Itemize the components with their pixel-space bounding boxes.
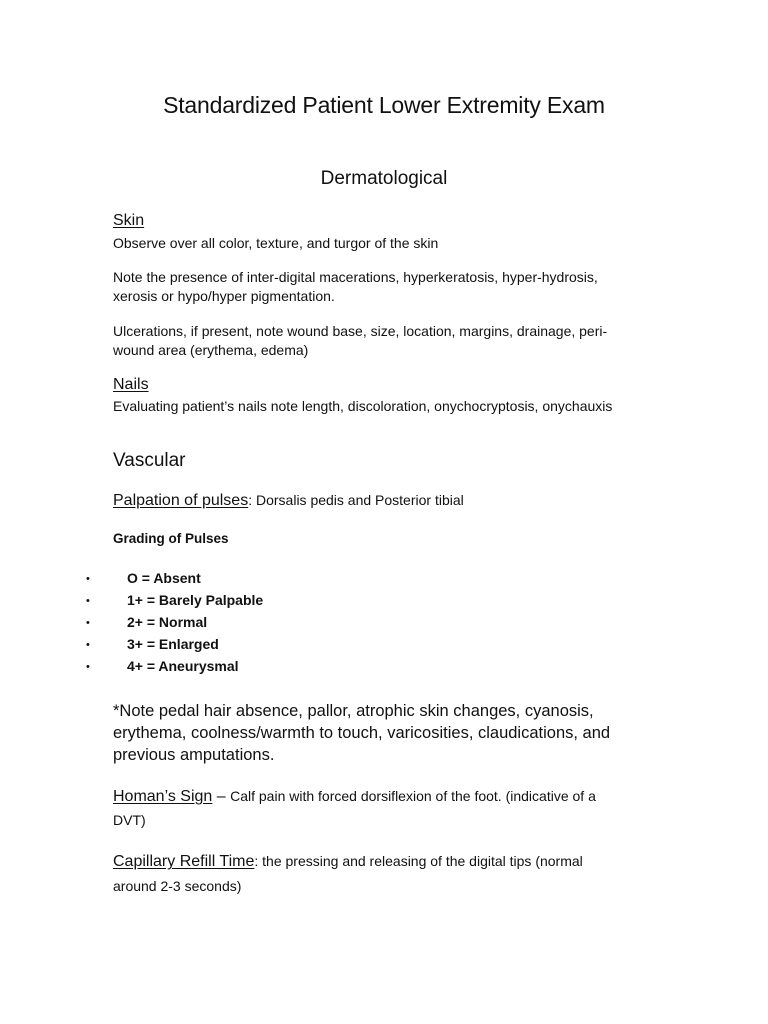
note-line-3: previous amputations. [113,746,275,764]
homan-text-1: Calf pain with forced dorsiflexion of the foot. (indicative of a [230,788,596,804]
palpation-heading: Palpation of pulses [113,492,249,509]
bullet-icon: • [86,595,90,607]
bullet-icon: • [86,639,90,651]
nails-heading: Nails [113,376,149,393]
page-title: Standardized Patient Lower Extremity Exam [163,92,605,118]
list-item: • 3+ = Enlarged [86,636,263,658]
skin-paragraph-2-line-2: xerosis or hypo/hyper pigmentation. [113,288,335,304]
list-item: • O = Absent [86,570,263,592]
list-item: • 2+ = Normal [86,614,263,636]
bullet-icon: • [86,617,90,629]
nails-paragraph: Evaluating patient’s nails note length, discoloration, onychocryptosis, onychauxis [113,398,613,414]
skin-paragraph-1: Observe over all color, texture, and turgor of the skin [113,235,439,251]
homan-heading: Homan’s Sign [113,788,213,805]
skin-paragraph-2-line-1: Note the presence of inter-digital macerations, hyperkeratosis, hyper-hydrosis, [113,269,598,285]
homan-dash: – [212,788,231,805]
grading-heading: Grading of Pulses [113,531,229,546]
bullet-icon: • [86,661,90,673]
capillary-text-2: around 2-3 seconds) [113,878,242,894]
section-heading-vascular: Vascular [113,450,186,471]
grading-list [86,570,263,680]
note-line-2: erythema, coolness/warmth to touch, varicosities, claudications, and [113,724,611,742]
list-item: • 4+ = Aneurysmal [86,658,263,680]
bullet-icon: • [86,573,90,585]
capillary-heading: Capillary Refill Time [113,853,255,870]
homan-line-1 [113,788,596,806]
capillary-line-1 [113,853,583,871]
palpation-line [113,492,464,510]
list-item: • 1+ = Barely Palpable [86,592,263,614]
homan-text-2: DVT) [113,812,146,828]
skin-heading: Skin [113,212,145,229]
capillary-text-1: : the pressing and releasing of the digital tips (normal [254,853,583,869]
skin-paragraph-3-line-2: wound area (erythema, edema) [113,342,309,358]
skin-paragraph-3-line-1: Ulcerations, if present, note wound base, size, location, margins, drainage, peri- [113,323,608,339]
section-heading-dermatological: Dermatological [320,168,448,189]
note-line-1: *Note pedal hair absence, pallor, atrophic skin changes, cyanosis, [113,702,594,720]
palpation-text: : Dorsalis pedis and Posterior tibial [248,492,464,508]
